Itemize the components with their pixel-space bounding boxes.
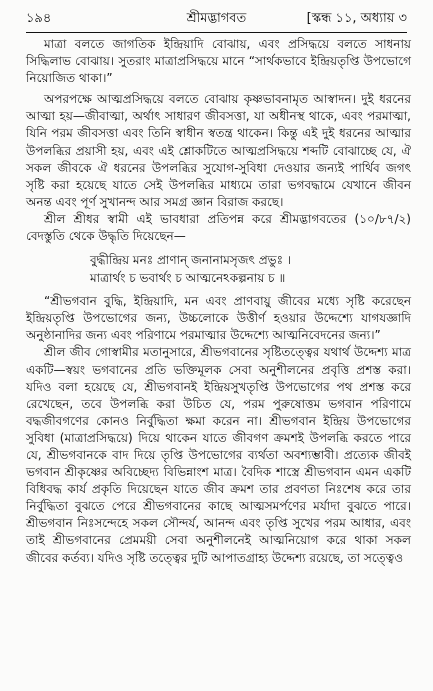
body-text — [26, 36, 411, 567]
sanskrit-verse — [26, 251, 411, 287]
verse-line: মাত্রার্থং চ ভবার্থং চ আত্মনেঽকল্পনায় চ ॥ — [90, 271, 286, 286]
paragraph: মাত্রা বলতে জাগতিক ইন্দ্রিয়াদি বোঝায়, এবং প্রসিদ্ধয়ে বলতে সাধনায় সিদ্ধিলাভ বোঝায়। সুতরাং মাত্রাপ্রসিদ্ধয়ে মানে “সার্থকভাবে ইন্দ্রিয়তৃপ্তি উপভোগে নিয়োজিত থাকা।” — [26, 37, 411, 86]
verse-line: বুদ্ধীন্দ্রিয় মনঃ প্রাণান্ জনানামসৃজৎ প্রভুঃ । — [90, 253, 292, 268]
paragraph: “শ্রীভগবান বুদ্ধি, ইন্দ্রিয়াদি, মন এবং প্রাণবায়ু জীবের মধ্যে সৃষ্টি করেছেন ইন্দ্রিয়তৃপ্তি উপভোগের জন্য, উচ্চলোকে উত্তীর্ণ হওয়ার উদ্দেশ্যে যাগযজ্ঞাদি অনুষ্ঠানাদির জন্য এবং পরিণামে পরমাত্মার উদ্দেশ্যে আত্মনিবেদনের জন্য।” — [26, 294, 411, 343]
running-title: শ্রীমদ্ভাগবত — [186, 11, 247, 26]
page-header — [26, 8, 407, 30]
page-number: ১৯৪ — [26, 11, 52, 26]
paragraph: শ্রীল শ্রীধর স্বামী এই ভাবধারা প্রতিপন্ন করে শ্রীমদ্ভাগবতের (১০/৮৭/২) বেদস্তুতি থেকে উদ্ধৃতি দিয়েছেন— — [26, 211, 411, 244]
paragraph: শ্রীল জীব গোস্বামীর মতানুসারে, শ্রীভগবানের সৃষ্টিতত্ত্বের যথার্থ উদ্দেশ্য মাত্র একটি—স্বয়ং ভগবানের প্রতি ভক্তিমূলক সেবা অনুশীলনের প্রবৃত্তি প্রশস্ত করা। যদিও বলা হয়েছে যে, শ্রীভগবানই ইন্দ্রিয়সুখতৃপ্তি উপভোগের পথ প্রশস্ত করে রেখেছেন, তবে উপলব্ধি করা উচিত যে, পরম পুরুষোত্তম ভগবান পরিণামে বদ্ধজীবগণের কোনও নির্বুদ্ধিতা ক্ষমা করেন না। শ্রীভগবান ইন্দ্রিয় উপভোগের সুবিধা (মাত্রাপ্রসিদ্ধয়ে) দিয়ে থাকেন যাতে জীবগণ ক্রমশই উপলব্ধি করতে পারে যে, শ্রীভগবানকে বাদ দিয়ে তৃপ্তি উপভোগের ব্যর্থতা অবশ্যম্ভাবী। প্রত্যেক জীবই ভগবান শ্রীকৃষ্ণের অবিচ্ছেদ্য বিভিন্নাংশ মাত্র। বৈদিক শাস্ত্রে শ্রীভগবান এমন একটি বিধিবদ্ধ কার্য প্রকৃতি দিয়েছেন যাতে জীব ক্রমশ তার প্রবণতা নিঃশেষ করে তার নির্বুদ্ধিতা বুঝতে পেরে শ্রীভগবানের কাছে আত্মসমর্পণের মর্যাদা বুঝতে পারে। শ্রীভগবান নিঃসন্দেহে সকল সৌন্দর্য, আনন্দ এবং তৃপ্তি সুখের পরম আধার, এবং তাই শ্রীভগবানের প্রেমময়ী সেবা অনুশীলনেই আত্মনিয়োগ করে থাকা সকল জীবের কর্তব্য। যদিও সৃষ্টি তত্ত্বের দুটি আপাতগ্রাহ্য উদ্দেশ্য রয়েছে, তা সত্ত্বেও — [26, 345, 411, 565]
paragraph: অপরপক্ষে আত্মপ্রসিদ্ধয়ে বলতে বোঝায় কৃষ্ণভাবনামৃত আস্বাদন। দুই ধরনের আত্মা হয়—জীবাত্মা, অর্থাৎ সাধারণ জীবসত্তা, যা অধীনস্থ থাকে, এবং পরমাত্মা, যিনি পরম জীবসত্তা এবং তিনি স্বাধীন স্বতন্ত্র থাকেন। কিন্তু এই দুই ধরনের আত্মার উপলব্ধির প্রয়াসী হয়, এবং এই শ্লোকটিতে আত্মপ্রসিদ্ধয়ে শব্দটি বোঝাচ্ছে যে, ঐ সকল জীবকে ঐ ধরনের উপলব্ধির সুযোগ-সুবিধা দেওয়ার জন্যই পার্থিব জগৎ সৃষ্টি করা হয়েছে যাতে সেই উপলব্ধির মাধ্যমে তারা ভগবদ্ধামে যেখানে জীবন অনন্ত এবং পূর্ণ সুখানন্দ আর সমগ্র জ্ঞান বিরাজ করছে। — [26, 92, 411, 209]
section-reference: [স্কন্ধ ১১, অধ্যায় ৩ — [306, 11, 407, 26]
header-rule — [26, 32, 407, 33]
